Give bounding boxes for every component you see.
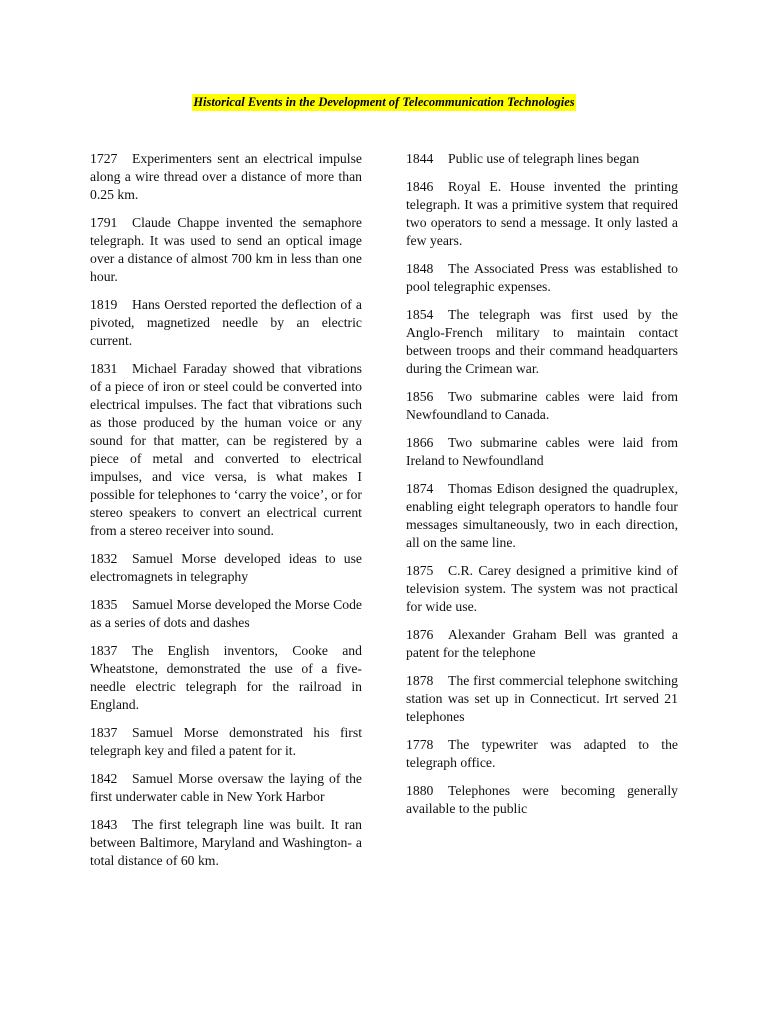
entry-text: Samuel Morse demonstrated his first telegraph key and filed a patent for it. [90,725,362,758]
entry-text: Claude Chappe invented the semaphore telegraph. It was used to send an optical image over a distance of almost 700 km in less than one hour. [90,215,362,284]
entry-year: 1880 [406,783,434,798]
entry-text: C.R. Carey designed a primitive kind of television system. The system was not practical for wide use. [406,563,678,614]
timeline-entry [406,150,678,168]
entry-year: 1727 [90,151,118,166]
entry-text: Experimenters sent an electrical impulse along a wire thread over a distance of more than 0.25 km. [90,151,362,202]
entry-text: Public use of telegraph lines began [448,151,640,166]
entry-year: 1848 [406,261,434,276]
timeline-entry [90,724,362,760]
entry-text: Royal E. House invented the printing telegraph. It was a primitive system that required two operators to send a message. It only lasted a few years. [406,179,678,248]
timeline-entry [90,770,362,806]
entry-text: Two submarine cables were laid from Ireland to Newfoundland [406,435,678,468]
timeline-entry [406,306,678,378]
entry-text: Two submarine cables were laid from Newfoundland to Canada. [406,389,678,422]
timeline-entry [406,672,678,726]
entry-year: 1842 [90,771,118,786]
timeline-entry [406,388,678,424]
entry-year: 1876 [406,627,434,642]
timeline-entry [90,360,362,540]
entry-text: Samuel Morse developed the Morse Code as a series of dots and dashes [90,597,362,630]
entry-year: 1837 [90,643,118,658]
entry-year: 1832 [90,551,118,566]
right-column [406,150,678,828]
entry-text: Samuel Morse oversaw the laying of the first underwater cable in New York Harbor [90,771,362,804]
entry-year: 1844 [406,151,434,166]
entry-year: 1837 [90,725,118,740]
entry-text: Hans Oersted reported the deflection of a pivoted, magnetized needle by an electric current. [90,297,362,348]
timeline-entry [90,296,362,350]
timeline-entry [90,550,362,586]
entry-text: The Associated Press was established to pool telegraphic expenses. [406,261,678,294]
entry-text: Thomas Edison designed the quadruplex, enabling eight telegraph operators to handle four messages simultaneously, two in each direction, all on the same line. [406,481,678,550]
entry-text: Alexander Graham Bell was granted a patent for the telephone [406,627,678,660]
entry-year: 1843 [90,817,118,832]
entry-year: 1819 [90,297,118,312]
entry-year: 1878 [406,673,434,688]
entry-year: 1835 [90,597,118,612]
entry-year: 1846 [406,179,434,194]
document-title: Historical Events in the Development of Telecommunication Technologies [193,95,575,109]
timeline-entry [406,562,678,616]
timeline-entry [90,642,362,714]
timeline-entry [406,480,678,552]
entry-year: 1854 [406,307,434,322]
title-container [0,93,768,111]
left-column [90,150,362,880]
entry-text: The first commercial telephone switching station was set up in Connecticut. Irt served 21 telephones [406,673,678,724]
entry-year: 1778 [406,737,434,752]
entry-year: 1875 [406,563,434,578]
timeline-entry [406,626,678,662]
timeline-entry [406,434,678,470]
entry-text: The telegraph was first used by the Anglo-French military to maintain contact between troops and their command headquarters during the Crimean war. [406,307,678,376]
entry-text: The first telegraph line was built. It ran between Baltimore, Maryland and Washington- a total distance of 60 km. [90,817,362,868]
entry-text: Telephones were becoming generally available to the public [406,783,678,816]
timeline-entry [90,596,362,632]
timeline-entry [90,816,362,870]
timeline-entry [90,150,362,204]
timeline-entry [90,214,362,286]
timeline-entry [406,782,678,818]
timeline-entry [406,736,678,772]
entry-year: 1874 [406,481,434,496]
entry-year: 1866 [406,435,434,450]
timeline-entry [406,178,678,250]
timeline-entry [406,260,678,296]
entry-text: The typewriter was adapted to the telegraph office. [406,737,678,770]
entry-year: 1831 [90,361,118,376]
entry-text: Michael Faraday showed that vibrations of a piece of iron or steel could be converted into electrical impulses. The fact that vibrations such as those produced by the human voice or any sound for that matter, can be registered by a piece of metal and converted to electrical impulses, and vice versa, is what makes I possible for telephones to ‘carry the voice’, or for stereo speakers to convert an electrical current from a stereo receiver into sound. [90,361,362,538]
entry-year: 1791 [90,215,118,230]
entry-text: The English inventors, Cooke and Wheatstone, demonstrated the use of a five-needle electric telegraph for the railroad in England. [90,643,362,712]
entry-text: Samuel Morse developed ideas to use electromagnets in telegraphy [90,551,362,584]
entry-year: 1856 [406,389,434,404]
